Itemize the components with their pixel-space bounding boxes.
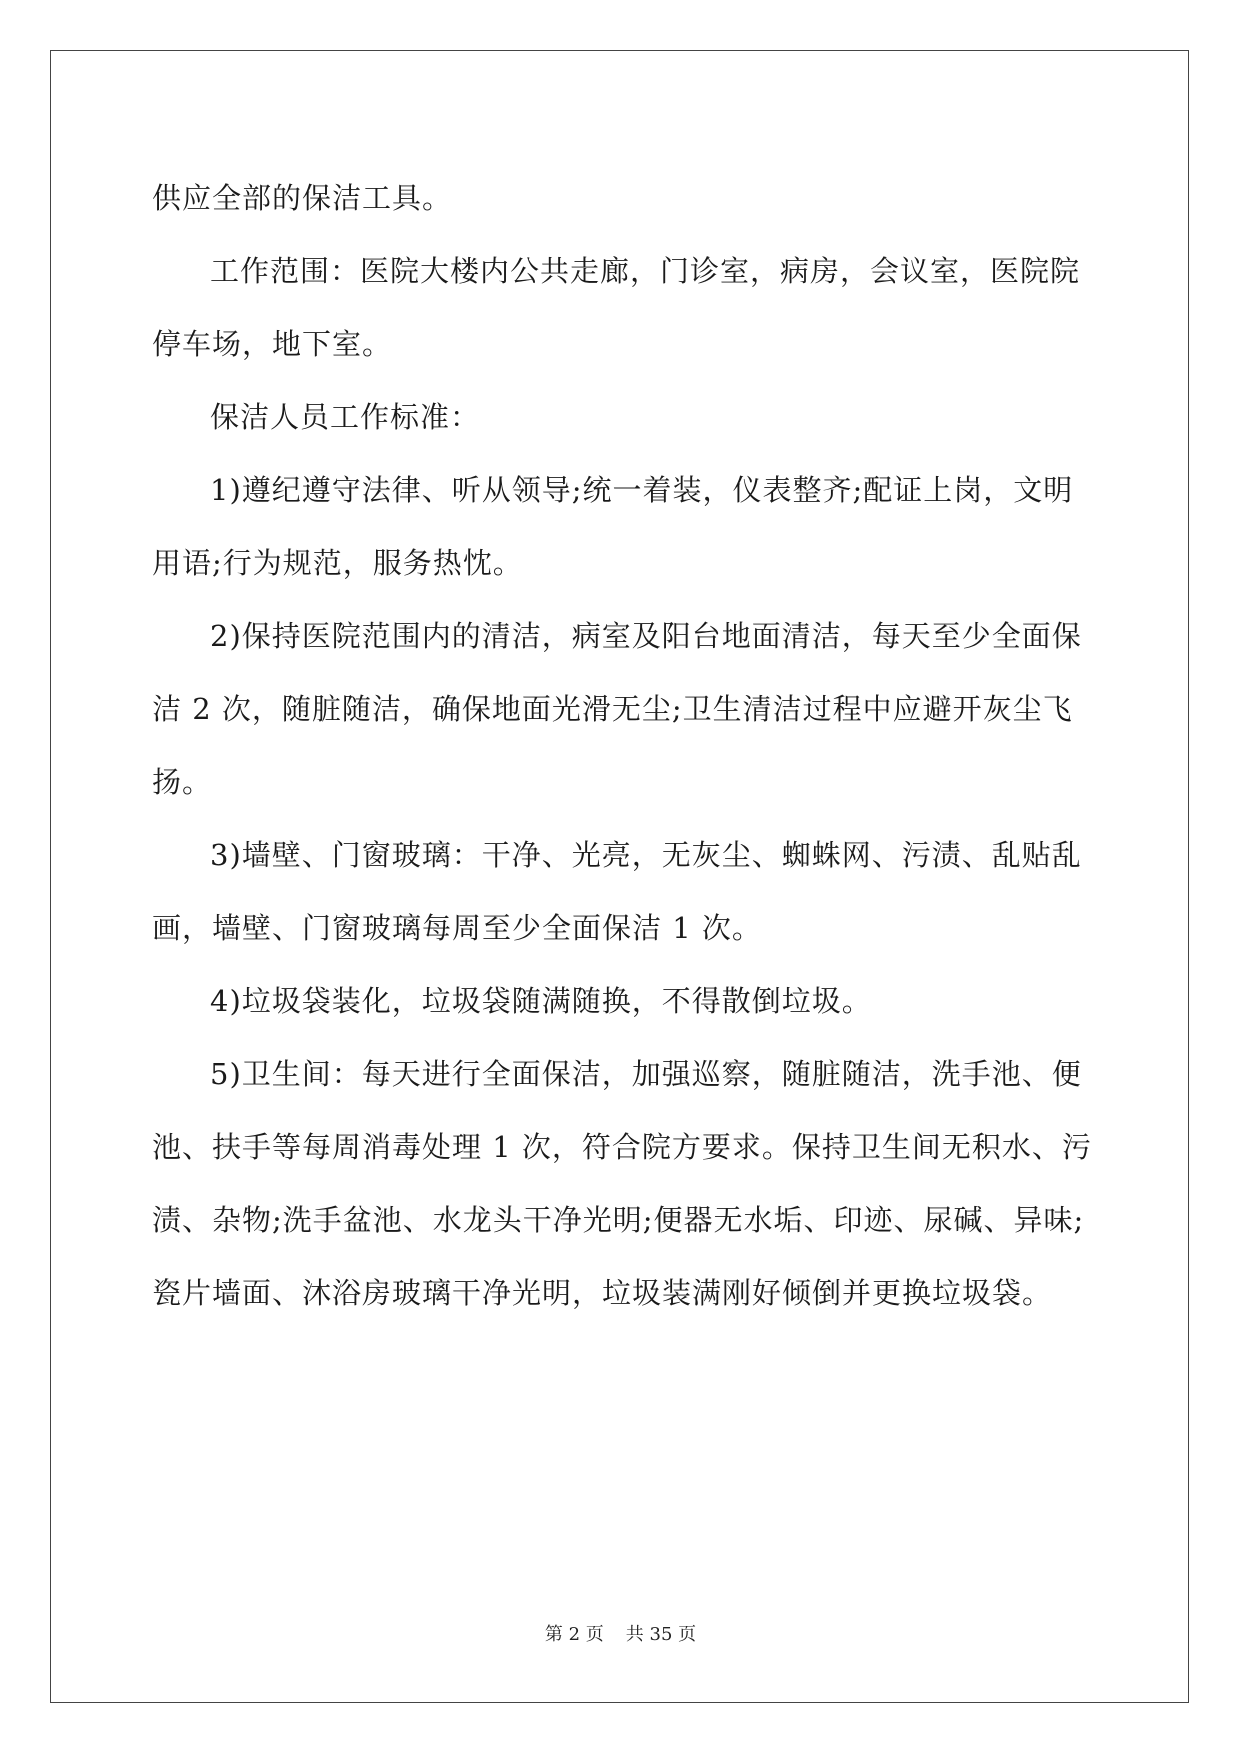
page-number-total: 共 35 页	[625, 1624, 697, 1645]
paragraph-5: 2)保持医院范围内的清洁，病室及阳台地面清洁，每天至少全面保洁 2 次，随脏随洁，确保地面光滑无尘;卫生清洁过程中应避开灰尘飞扬。	[152, 619, 1082, 799]
paragraph-6: 3)墙壁、门窗玻璃：干净、光亮，无灰尘、蜘蛛网、污渍、乱贴乱画，墙壁、门窗玻璃每周至少全面保洁 1 次。	[152, 838, 1082, 945]
paragraph-7: 4)垃圾袋装化，垃圾袋随满随换，不得散倒垃圾。	[210, 984, 872, 1018]
document-body	[152, 162, 1092, 1330]
paragraph-2: 工作范围：医院大楼内公共走廊，门诊室，病房，会议室，医院院停车场，地下室。	[152, 254, 1081, 361]
paragraph-3: 保洁人员工作标准：	[210, 400, 481, 434]
paragraph-1: 供应全部的保洁工具。	[152, 181, 453, 215]
paragraph-4: 1)遵纪遵守法律、听从领导;统一着装，仪表整齐;配证上岗，文明用语;行为规范，服务热忱。	[152, 473, 1074, 580]
page-number-current: 第 2 页	[544, 1624, 604, 1645]
page-footer	[0, 1620, 1241, 1646]
paragraph-8: 5)卫生间：每天进行全面保洁，加强巡察，随脏随洁，洗手池、便池、扶手等每周消毒处理 1 次，符合院方要求。保持卫生间无积水、污渍、杂物;洗手盆池、水龙头干净光明;便器无水垢、印迹、尿碱、异味;瓷片墙面、沐浴房玻璃干净光明，垃圾装满刚好倾倒并更换垃圾袋。	[152, 1057, 1092, 1310]
